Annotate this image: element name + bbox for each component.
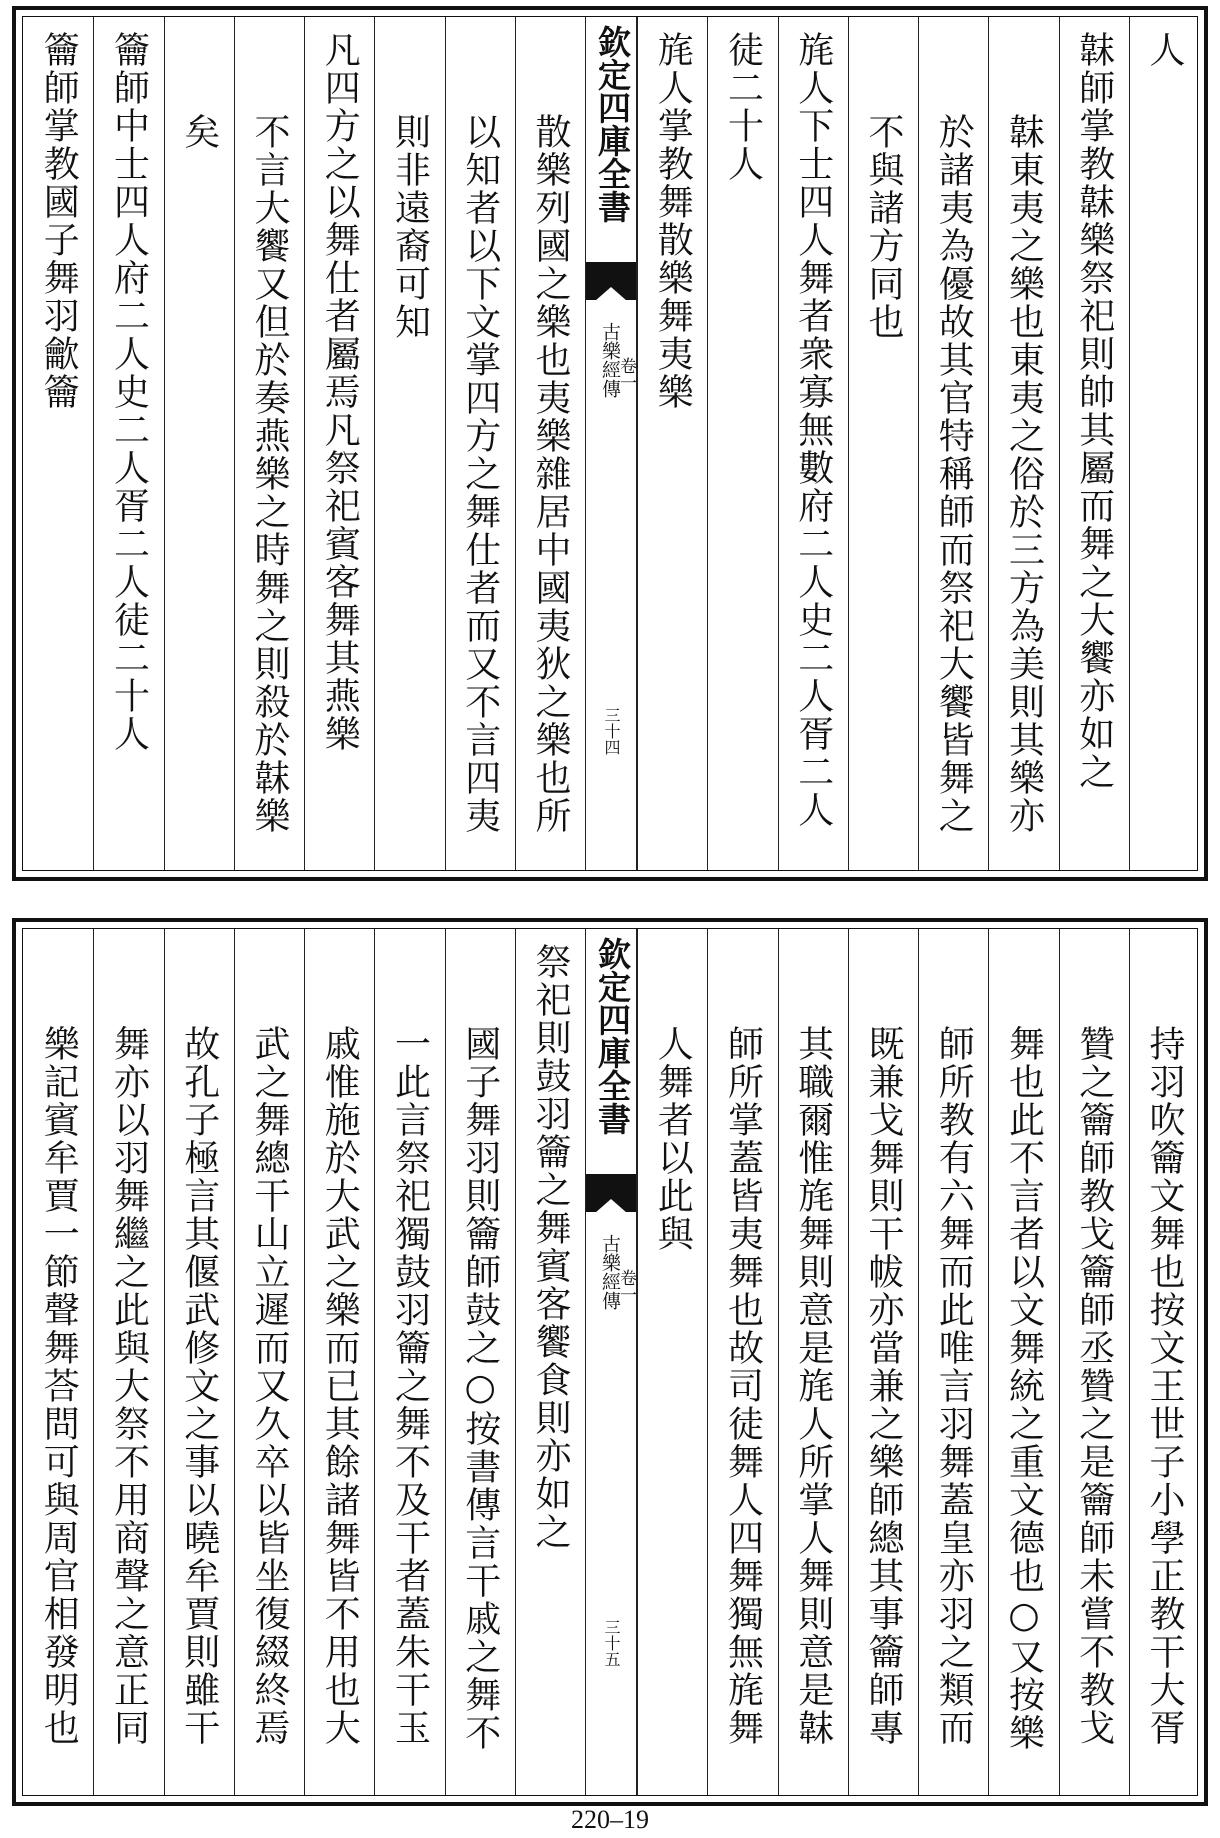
- text-column: [988, 17, 1058, 870]
- column-text: 一此言祭祀獨鼓羽籥之舞不及干者蓋朱干玉: [389, 1025, 431, 1747]
- text-column: [1059, 929, 1129, 1795]
- top-page: [12, 6, 1208, 881]
- column-text: 不言大饗又但於奏燕樂之時舞之則殺於韎樂: [249, 113, 290, 835]
- column-text: 則非遠裔可知: [389, 113, 431, 341]
- column-text: 人舞者以此與: [652, 1025, 694, 1253]
- text-column: [848, 17, 918, 870]
- leaf-number: 三十五: [602, 1619, 621, 1667]
- column-text: 以知者以下文掌四方之舞仕者而又不言四夷: [459, 113, 501, 835]
- text-column: [515, 929, 585, 1795]
- leaf-number: 三十四: [602, 707, 621, 755]
- text-column: [637, 929, 707, 1795]
- column-text: 既兼戈舞則干帗亦當兼之樂師總其事籥師專: [863, 1025, 904, 1747]
- column-text: 凡四方之以舞仕者屬焉凡祭祀賓客舞其燕樂: [319, 31, 361, 753]
- text-column: [164, 17, 234, 870]
- column-text: 不與諸方同也: [863, 113, 904, 341]
- column-text: 其職爾惟旄舞則意是旄人所掌人舞則意是韎: [792, 1025, 834, 1747]
- center-spine: [585, 17, 637, 870]
- column-text: 祭祀則鼓羽籥之舞賓客饗食則亦如之: [530, 943, 571, 1551]
- text-column: [515, 17, 585, 870]
- text-column: [93, 929, 163, 1795]
- bottom-page: [12, 918, 1208, 1806]
- column-text: 籥師掌教國子舞羽龡籥: [38, 31, 80, 411]
- text-column: [637, 17, 707, 870]
- volume-label: 卷一: [616, 1269, 636, 1303]
- text-column: [93, 17, 163, 870]
- column-text: 徒二十人: [722, 31, 764, 183]
- text-column: [234, 17, 304, 870]
- text-column: [918, 929, 988, 1795]
- top-page-frame: [22, 16, 1198, 871]
- column-text: 樂記賓牟賈一節聲舞荅問可與周官相發明也: [38, 1025, 80, 1747]
- column-text: 故孔子極言其偃武修文之事以曉牟賈則雖干: [178, 1025, 220, 1747]
- text-column: [1129, 17, 1199, 870]
- text-column: [707, 929, 777, 1795]
- column-text: 師所教有六舞而此唯言羽舞蓋皇亦羽之類而: [933, 1025, 975, 1747]
- text-column: [918, 17, 988, 870]
- text-column: [988, 929, 1058, 1795]
- column-text: 旄人下士四人舞者衆寡無數府二人史二人胥二人: [792, 31, 834, 829]
- column-text: 籥師中士四人府二人史二人胥二人徒二十人: [108, 31, 150, 753]
- text-column: [234, 929, 304, 1795]
- column-text: 矣: [178, 113, 220, 151]
- text-column: [707, 17, 777, 870]
- text-column: [23, 17, 93, 870]
- column-text: 國子舞羽則籥師鼓之○按書傳言干戚之舞不: [459, 1025, 501, 1752]
- text-column: [778, 929, 848, 1795]
- book-title: 古樂經傳: [599, 1234, 621, 1310]
- column-text: 戚惟施於大武之樂而已其餘諸舞皆不用也大: [319, 1025, 361, 1747]
- text-column: [848, 929, 918, 1795]
- text-column: [374, 17, 444, 870]
- column-text: 韎師掌教韎樂祭祀則帥其屬而舞之大饗亦如之: [1073, 31, 1115, 791]
- text-column: [164, 929, 234, 1795]
- book-title: 古樂經傳: [599, 322, 621, 398]
- collection-title: 欽定四庫全書: [593, 25, 632, 223]
- text-column: [445, 17, 515, 870]
- text-column: [23, 929, 93, 1795]
- column-text: 旄人掌教舞散樂舞夷樂: [652, 31, 694, 411]
- column-text: 持羽吹籥文舞也按文王世子小學正教干大胥: [1144, 1025, 1185, 1747]
- text-column: [304, 929, 374, 1795]
- text-column: [1129, 929, 1199, 1795]
- column-text: 武之舞總干山立遲而又久卒以皆坐復綴終焉: [249, 1025, 290, 1747]
- fish-tail-mark: [586, 1174, 636, 1212]
- text-column: [304, 17, 374, 870]
- page-footer: 220–19: [571, 1805, 649, 1834]
- text-column: [445, 929, 515, 1795]
- text-column: [374, 929, 444, 1795]
- fish-tail-mark: [586, 262, 636, 300]
- collection-title: 欽定四庫全書: [593, 937, 632, 1135]
- center-spine: [585, 929, 637, 1795]
- column-text: 散樂列國之樂也夷樂雜居中國夷狄之樂也所: [530, 113, 571, 835]
- column-text: 舞也此不言者以文舞統之重文德也○又按樂: [1003, 1025, 1045, 1752]
- column-text: 師所掌蓋皆夷舞也故司徒舞人四舞獨無旄舞: [722, 1025, 764, 1747]
- bottom-page-frame: [22, 928, 1198, 1796]
- column-text: 贊之籥師教戈籥師丞贊之是籥師未嘗不教戈: [1073, 1025, 1115, 1747]
- text-column: [1059, 17, 1129, 870]
- text-column: [778, 17, 848, 870]
- column-text: 舞亦以羽舞繼之此與大祭不用商聲之意正同: [108, 1025, 150, 1747]
- column-text: 人: [1144, 31, 1185, 69]
- volume-label: 卷一: [616, 357, 636, 391]
- column-text: 於諸夷為優故其官特稱師而祭祀大饗皆舞之: [933, 113, 975, 835]
- column-text: 韎東夷之樂也東夷之俗於三方為美則其樂亦: [1003, 113, 1045, 835]
